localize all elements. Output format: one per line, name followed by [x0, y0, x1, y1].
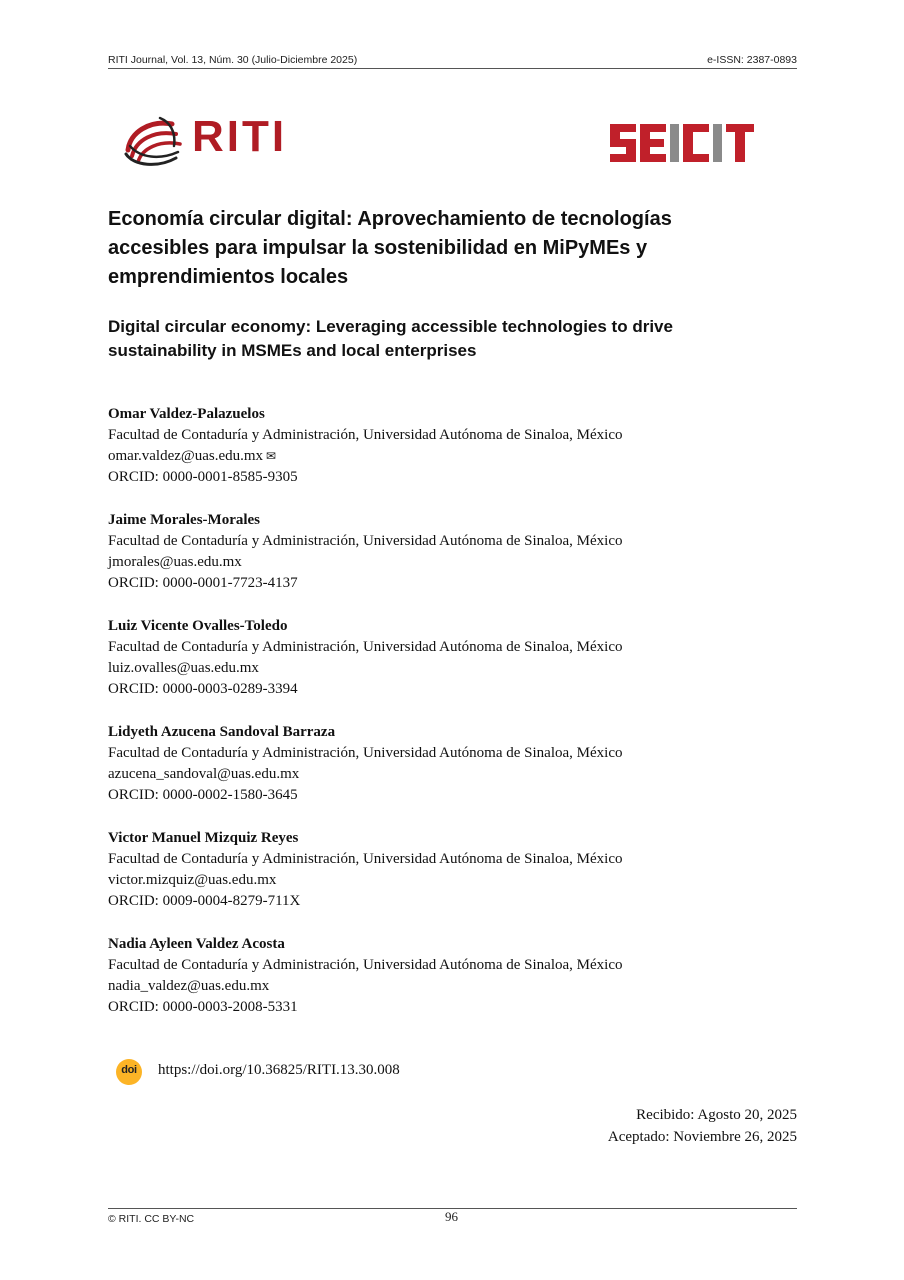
running-header: [108, 54, 797, 69]
riti-logo: [120, 110, 320, 174]
author-name: Victor Manuel Mizquiz Reyes: [108, 830, 299, 846]
author-list: [108, 404, 797, 1040]
received-date: Recibido: Agosto 20, 2025: [636, 1107, 797, 1123]
author-name: Omar Valdez-Palazuelos: [108, 406, 265, 422]
author-block: [108, 934, 797, 1018]
author-orcid: ORCID: 0000-0001-8585-9305: [108, 469, 298, 485]
author-block: [108, 404, 797, 488]
author-name: Luiz Vicente Ovalles-Toledo: [108, 618, 288, 634]
author-block: [108, 828, 797, 912]
seicit-logo: [608, 120, 758, 166]
author-affiliation: Facultad de Contaduría y Administración, Universidad Autónoma de Sinaloa, México: [108, 533, 623, 549]
author-orcid: ORCID: 0009-0004-8279-711X: [108, 893, 301, 909]
riti-swirl-icon: [120, 110, 186, 174]
author-name: Nadia Ayleen Valdez Acosta: [108, 936, 285, 952]
author-email[interactable]: nadia_valdez@uas.edu.mx: [108, 978, 270, 994]
author-email[interactable]: azucena_sandoval@uas.edu.mx: [108, 766, 300, 782]
author-name: Lidyeth Azucena Sandoval Barraza: [108, 724, 336, 740]
mail-icon[interactable]: ✉: [266, 449, 277, 463]
author-block: [108, 510, 797, 594]
author-affiliation: Facultad de Contaduría y Administración, Universidad Autónoma de Sinaloa, México: [108, 957, 623, 973]
author-orcid: ORCID: 0000-0003-0289-3394: [108, 681, 298, 697]
author-affiliation: Facultad de Contaduría y Administración, Universidad Autónoma de Sinaloa, México: [108, 639, 623, 655]
author-email[interactable]: luiz.ovalles@uas.edu.mx: [108, 660, 259, 676]
journal-citation: RITI Journal, Vol. 13, Núm. 30 (Julio-Diciembre 2025): [108, 54, 358, 66]
author-block: [108, 722, 797, 806]
author-email[interactable]: victor.mizquiz@uas.edu.mx: [108, 872, 277, 888]
title-spanish: Economía circular digital: Aprovechamiento de tecnologías accesibles para impulsar la sostenibilidad en MiPyMEs y emprendimientos locales: [108, 208, 672, 288]
author-orcid: ORCID: 0000-0001-7723-4137: [108, 575, 298, 591]
author-orcid: ORCID: 0000-0003-2008-5331: [108, 999, 298, 1015]
accepted-date: Aceptado: Noviembre 26, 2025: [607, 1129, 797, 1145]
author-email[interactable]: omar.valdez@uas.edu.mx: [108, 448, 264, 464]
title-english: Digital circular economy: Leveraging accessible technologies to drive sustainability in MSMEs and local enterprises: [108, 317, 673, 360]
issn: e-ISSN: 2387-0893: [707, 54, 797, 66]
author-affiliation: Facultad de Contaduría y Administración, Universidad Autónoma de Sinaloa, México: [108, 851, 623, 867]
license-text: © RITI. CC BY-NC: [108, 1213, 195, 1225]
author-orcid: ORCID: 0000-0002-1580-3645: [108, 787, 298, 803]
author-affiliation: Facultad de Contaduría y Administración, Universidad Autónoma de Sinaloa, México: [108, 745, 623, 761]
author-name: Jaime Morales-Morales: [108, 512, 261, 528]
riti-wordmark: RITI: [192, 112, 288, 161]
doi-icon: doi: [116, 1059, 142, 1085]
submission-dates: [608, 1104, 797, 1148]
author-email[interactable]: jmorales@uas.edu.mx: [108, 554, 242, 570]
author-block: [108, 616, 797, 700]
header-rule: [108, 68, 797, 69]
page-number: 96: [445, 1209, 458, 1224]
author-affiliation: Facultad de Contaduría y Administración, Universidad Autónoma de Sinaloa, México: [108, 427, 623, 443]
doi-link[interactable]: https://doi.org/10.36825/RITI.13.30.008: [158, 1062, 400, 1078]
